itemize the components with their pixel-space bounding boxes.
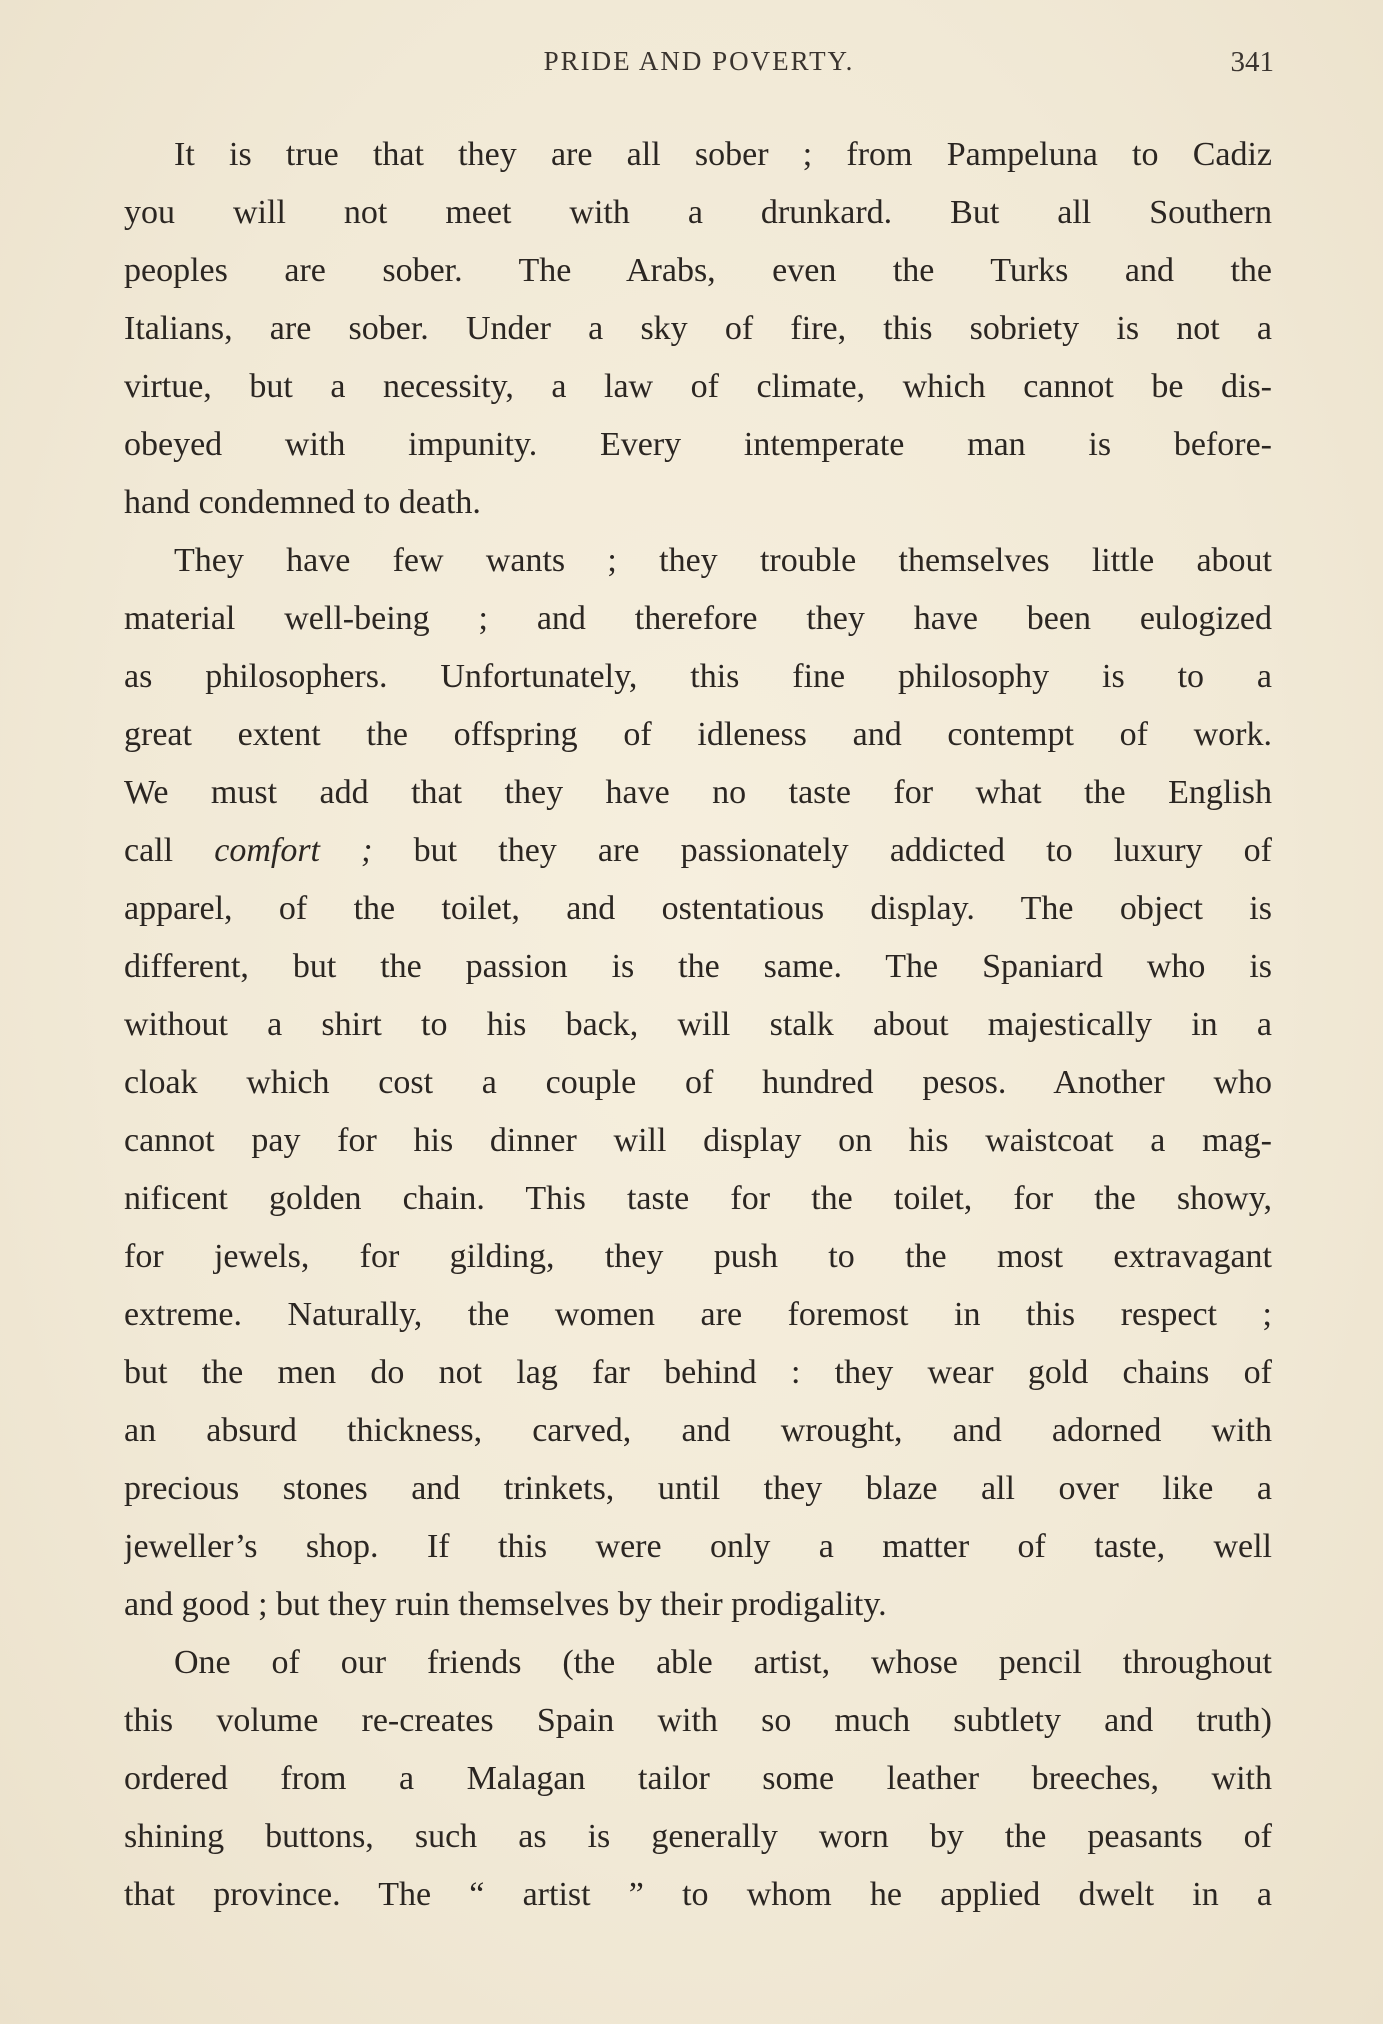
text-line: precious stones and trinkets, until they blaze all over like a [124, 1470, 1272, 1507]
text-line: They have few wants ; they trouble themselves little about [174, 542, 1272, 579]
text-line: for jewels, for gilding, they push to the most extravagant [124, 1238, 1272, 1275]
text-line: We must add that they have no taste for what the English [124, 774, 1272, 811]
text-line: an absurd thickness, carved, and wrought, and adorned with [124, 1412, 1272, 1449]
text-line: jeweller’s shop. If this were only a matter of taste, well [124, 1528, 1272, 1565]
text-line: virtue, but a necessity, a law of climate, which cannot be dis- [124, 368, 1272, 405]
body-text [124, 126, 1272, 1924]
text-line: cannot pay for his dinner will display on his waistcoat a mag- [124, 1122, 1272, 1159]
text-line: material well-being ; and therefore they have been eulogized [124, 600, 1272, 637]
text-line: obeyed with impunity. Every intemperate man is before- [124, 426, 1272, 463]
italic-word: comfort ; [214, 832, 373, 869]
text-line: cloak which cost a couple of hundred pesos. Another who [124, 1064, 1272, 1101]
text-line: ordered from a Malagan tailor some leather breeches, with [124, 1760, 1272, 1797]
text-line: without a shirt to his back, will stalk about majestically in a [124, 1006, 1272, 1043]
text-span: call [124, 832, 174, 869]
text-line: different, but the passion is the same. The Spaniard who is [124, 948, 1272, 985]
text-line: Italians, are sober. Under a sky of fire, this sobriety is not a [124, 310, 1272, 347]
text-line: hand condemned to death. [124, 484, 481, 521]
text-line: but the men do not lag far behind : they wear gold chains of [124, 1354, 1272, 1391]
page-number: 341 [1230, 46, 1274, 78]
text-line: shining buttons, such as is generally worn by the peasants of [124, 1818, 1272, 1855]
text-line: nificent golden chain. This taste for the toilet, for the showy, [124, 1180, 1272, 1217]
text-line: as philosophers. Unfortunately, this fine philosophy is to a [124, 658, 1272, 695]
text-line: peoples are sober. The Arabs, even the Turks and the [124, 252, 1272, 289]
text-line: that province. The “ artist ” to whom he applied dwelt in a [124, 1876, 1272, 1913]
text-line: apparel, of the toilet, and ostentatious display. The object is [124, 890, 1272, 927]
running-title: PRIDE AND POVERTY. [543, 46, 855, 76]
text-line: One of our friends (the able artist, whose pencil throughout [174, 1644, 1272, 1681]
text-line: this volume re-creates Spain with so much subtlety and truth) [124, 1702, 1272, 1739]
text-span: but they are passionately addicted to luxury of [413, 832, 1272, 869]
page-header [124, 46, 1274, 86]
text-line-with-italic [124, 822, 1272, 880]
text-line: great extent the offspring of idleness and contempt of work. [124, 716, 1272, 753]
text-line: extreme. Naturally, the women are foremost in this respect ; [124, 1296, 1272, 1333]
text-line: and good ; but they ruin themselves by their prodigality. [124, 1586, 887, 1623]
text-line: It is true that they are all sober ; from Pampeluna to Cadiz [174, 136, 1272, 173]
text-line: you will not meet with a drunkard. But all Southern [124, 194, 1272, 231]
